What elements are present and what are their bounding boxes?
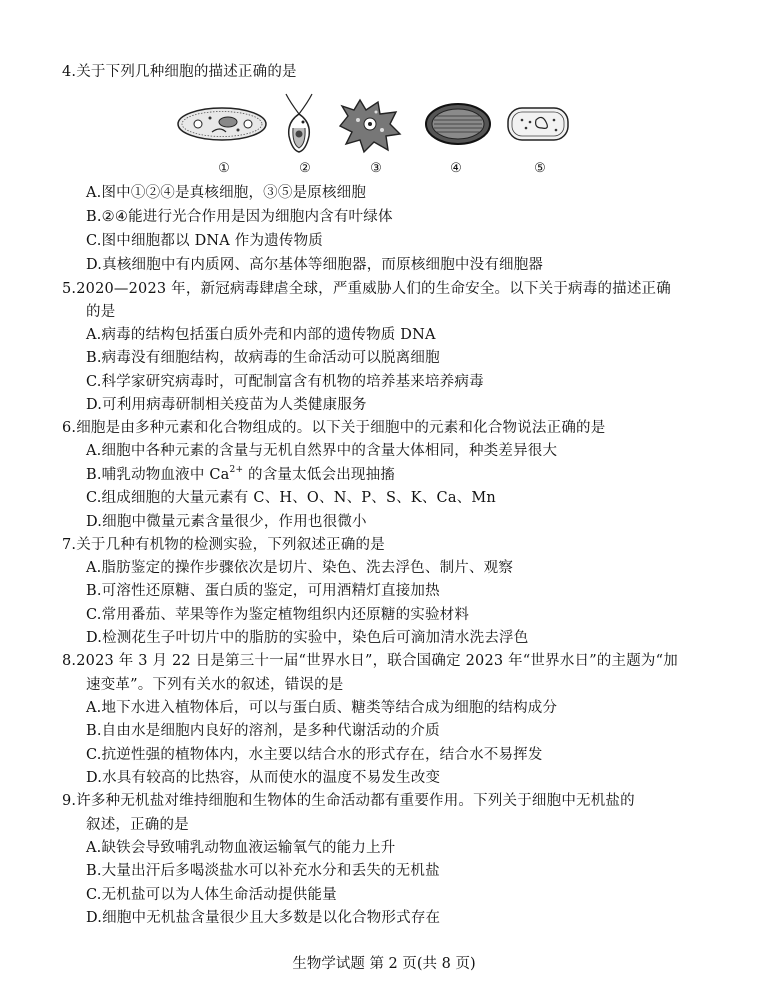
q5-stem-line1: 5.2020—2023 年，新冠病毒肆虐全球，严重威胁人们的生命安全。以下关于病毒的描述正确 (62, 281, 671, 297)
calcium-charge: 2+ (229, 465, 244, 475)
q6-option-c: C.组成细胞的大量元素有 C、H、O、N、P、S、K、Ca、Mn (86, 490, 496, 506)
page-footer: 生物学试题 第 2 页(共 8 页) (292, 956, 476, 972)
q7-option-a: A.脂肪鉴定的操作步骤依次是切片、染色、洗去浮色、制片、观察 (86, 560, 514, 576)
round-cell-illustration (424, 102, 492, 146)
q9-option-a: A.缺铁会导致哺乳动物血液运输氧气的能力上升 (86, 840, 396, 856)
chlamydomonas-illustration (282, 92, 316, 154)
q6-option-b-post: 的含量太低会出现抽搐 (243, 467, 395, 483)
paramecium-illustration (176, 104, 268, 144)
figure-label-4: ④ (450, 161, 462, 176)
q9-stem-line1: 9.许多种无机盐对维持细胞和生物体的生命活动都有重要作用。下列关于细胞中无机盐的 (62, 793, 635, 809)
q4-stem: 4.关于下列几种细胞的描述正确的是 (62, 64, 297, 80)
q4-option-d: D.真核细胞中有内质网、高尔基体等细胞器，而原核细胞中没有细胞器 (86, 257, 544, 273)
q6-option-b-pre: B.哺乳动物血液中 Ca (86, 467, 230, 483)
amoeba-illustration (338, 98, 402, 154)
figure-label-3: ③ (370, 161, 382, 176)
q6-option-a: A.细胞中各种元素的含量与无机自然界中的含量大体相同，种类差异很大 (86, 443, 558, 459)
q9-option-b: B.大量出汗后多喝淡盐水可以补充水分和丢失的无机盐 (86, 863, 440, 879)
q5-stem-line2: 的是 (86, 304, 116, 320)
q7-stem: 7.关于几种有机物的检测实验，下列叙述正确的是 (62, 537, 385, 553)
q9-option-c: C.无机盐可以为人体生命活动提供能量 (86, 887, 337, 903)
q6-option-b (86, 465, 395, 485)
q7-option-b: B.可溶性还原糖、蛋白质的鉴定，可用酒精灯直接加热 (86, 583, 440, 599)
q4-option-c: C.图中细胞都以 DNA 作为遗传物质 (86, 233, 323, 249)
q4-option-b: B.②④能进行光合作用是因为细胞内含有叶绿体 (86, 209, 393, 225)
figure-label-2: ② (299, 161, 311, 176)
q4-option-a: A.图中①②④是真核细胞，③⑤是原核细胞 (86, 185, 367, 201)
q8-stem-line2: 速变革”。下列有关水的叙述，错误的是 (86, 677, 344, 693)
q6-option-d: D.细胞中微量元素含量很少，作用也很微小 (86, 514, 367, 530)
q8-option-c: C.抗逆性强的植物体内，水主要以结合水的形式存在，结合水不易挥发 (86, 747, 543, 763)
q7-option-c: C.常用番茄、苹果等作为鉴定植物组织内还原糖的实验材料 (86, 607, 470, 623)
q8-option-d: D.水具有较高的比热容，从而使水的温度不易发生改变 (86, 770, 441, 786)
q8-option-b: B.自由水是细胞内良好的溶剂，是多种代谢活动的介质 (86, 723, 440, 739)
q5-option-c: C.科学家研究病毒时，可配制富含有机物的培养基来培养病毒 (86, 374, 484, 390)
q8-stem-line1: 8.2023 年 3 月 22 日是第三十一届“世界水日”，联合国确定 2023 年“世界水日”的主题为“加 (62, 653, 678, 669)
figure-label-5: ⑤ (534, 161, 546, 176)
q9-stem-line2: 叙述，正确的是 (86, 817, 189, 833)
q5-option-d: D.可利用病毒研制相关疫苗为人类健康服务 (86, 397, 367, 413)
q5-option-b: B.病毒没有细胞结构，故病毒的生命活动可以脱离细胞 (86, 350, 440, 366)
q6-stem: 6.细胞是由多种元素和化合物组成的。以下关于细胞中的元素和化合物说法正确的是 (62, 420, 606, 436)
q9-option-d: D.细胞中无机盐含量很少且大多数是以化合物形式存在 (86, 910, 441, 926)
q8-option-a: A.地下水进入植物体后，可以与蛋白质、糖类等结合成为细胞的结构成分 (86, 700, 558, 716)
q7-option-d: D.检测花生子叶切片中的脂肪的实验中，染色后可滴加清水洗去浮色 (86, 630, 529, 646)
bacterium-illustration (506, 106, 570, 142)
figure-label-1: ① (218, 161, 230, 176)
q5-option-a: A.病毒的结构包括蛋白质外壳和内部的遗传物质 DNA (86, 327, 436, 343)
